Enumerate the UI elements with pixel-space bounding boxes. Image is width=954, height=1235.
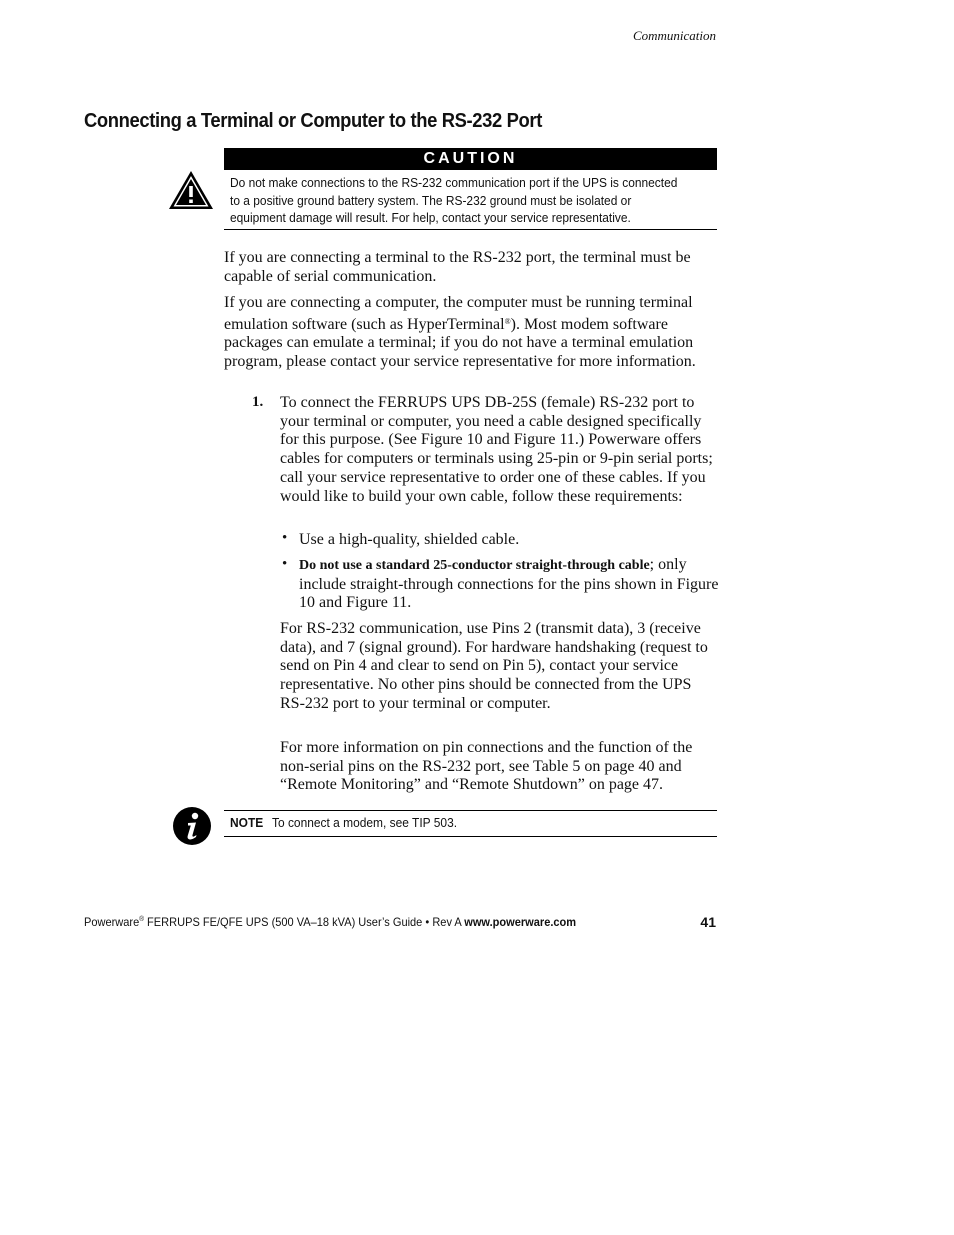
note-divider-top	[224, 810, 717, 811]
note-divider-bottom	[224, 836, 717, 837]
bullet-item-straight-through	[299, 556, 719, 613]
paragraph-computer	[224, 294, 716, 372]
bullet-warning-bold: Do not use a standard 25-conductor straight-through cable	[299, 558, 650, 573]
caution-text: Do not make connections to the RS-232 communication port if the UPS is connected to a positive ground battery system. The RS-232 ground must be isolated or equipment damage will result. For help, contact your service representative.	[230, 175, 678, 225]
paragraph-terminal: If you are connecting a terminal to the RS-232 port, the terminal must be capable of serial communication.	[224, 249, 691, 285]
registered-mark: ®	[504, 316, 511, 326]
footer-website-link[interactable]: www.powerware.com	[464, 915, 577, 929]
warning-triangle-icon	[168, 170, 214, 210]
note-label: NOTE	[230, 815, 264, 830]
paragraph-more-info: For more information on pin connections and the function of the non-serial pins on the RS-232 port, see Table 5 on page 40 and “Remote Monitoring” and “Remote Shutdown” on page 47.	[280, 739, 693, 794]
paragraph-pins: For RS-232 communication, use Pins 2 (transmit data), 3 (receive data), and 7 (signal ground). For hardware handshaking (request to send on Pin 4 and clear to send on Pin 5), contact your service representative. No other pins should be connected from the UPS RS-232 port to your terminal or computer.	[280, 620, 708, 712]
footer-registered-mark: ®	[139, 916, 144, 923]
paragraph-computer-end: ). Most modem software packages can emulate a terminal; if you do not have a terminal emulation program, please contact your service representative for more information.	[224, 315, 696, 371]
footer-guide-title: FERRUPS FE/QFE UPS (500 VA–18 kVA) User’s Guide • Rev A	[143, 915, 465, 929]
section-title: Connecting a Terminal or Computer to the RS-232 Port	[84, 110, 542, 132]
footer-brand: Powerware	[84, 915, 140, 929]
bullet-marker: •	[282, 556, 288, 572]
paragraph-computer-start: If you are connecting a computer, the computer must be running terminal emulation software (such as HyperTerminal	[224, 294, 693, 333]
bullet-item-shielded-cable: Use a high-quality, shielded cable.	[299, 531, 520, 548]
caution-divider	[224, 229, 717, 230]
caution-banner: CAUTION	[224, 148, 717, 170]
step-number: 1.	[252, 394, 264, 410]
info-icon	[172, 806, 212, 846]
bullet-warning-rest: ; only include straight-through connections for the pins shown in Figure 10 and Figure 11.	[299, 556, 719, 612]
bullet-marker: •	[282, 530, 288, 546]
running-header: Communication	[632, 28, 716, 43]
note-text: To connect a modem, see TIP 503.	[272, 815, 458, 830]
step-text: To connect the FERRUPS UPS DB-25S (female) RS-232 port to your terminal or computer, you need a cable designed specifically for this purpose. (See Figure 10 and Figure 11.) Powerware offers cables for computers or terminals using 25-pin or 9-pin serial ports; call your service representative to order one of these cables. If you would like to build your own cable, follow these requirements:	[280, 394, 713, 505]
page-number: 41	[700, 914, 716, 930]
page-footer	[84, 915, 576, 929]
